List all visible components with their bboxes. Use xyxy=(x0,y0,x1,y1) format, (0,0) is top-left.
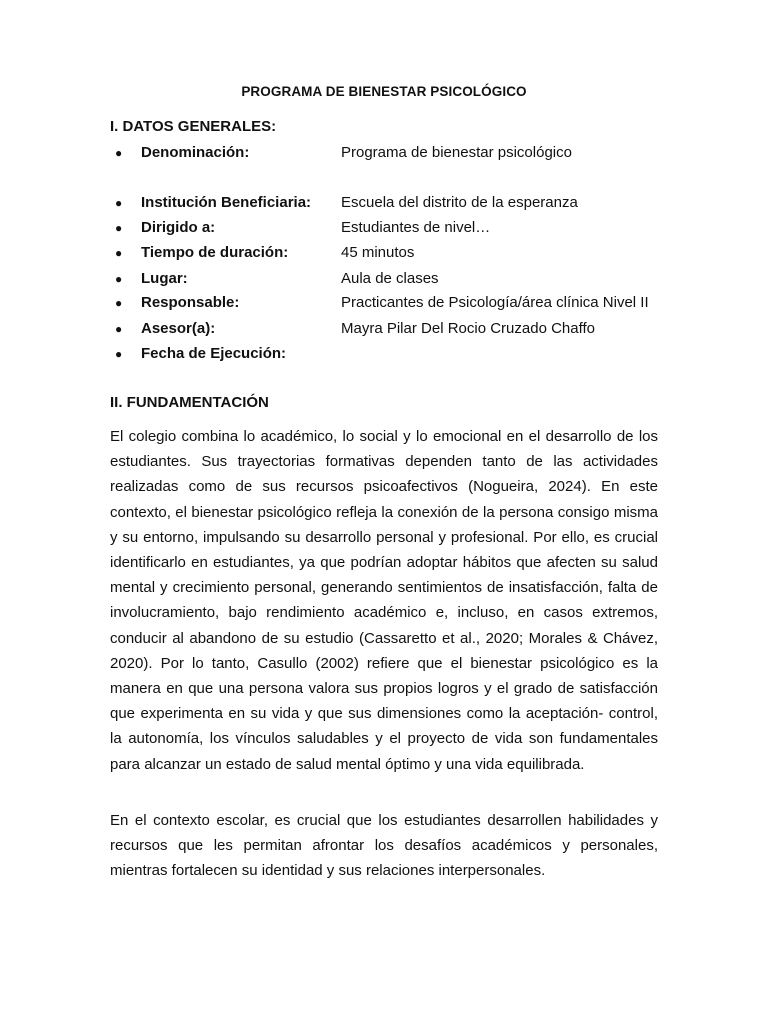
item-value: Mayra Pilar Del Rocio Cruzado Chaffo xyxy=(341,320,595,337)
bullet-icon: ● xyxy=(115,296,123,310)
bullet-icon: ● xyxy=(115,146,123,160)
item-value: Escuela del distrito de la esperanza xyxy=(341,194,578,211)
item-label: Denominación: xyxy=(141,144,250,161)
item-label: Lugar: xyxy=(141,270,188,287)
list-item xyxy=(110,218,658,238)
item-label: Tiempo de duración: xyxy=(141,244,289,261)
item-value: Practicantes de Psicología/área clínica Nivel II xyxy=(341,294,649,311)
item-label: Dirigido a: xyxy=(141,219,216,236)
bullet-icon: ● xyxy=(115,221,123,235)
bullet-icon: ● xyxy=(115,272,123,286)
list-item xyxy=(110,243,658,263)
list-item xyxy=(110,344,658,364)
bullet-icon: ● xyxy=(115,347,123,361)
body-paragraph: El colegio combina lo académico, lo social y lo emocional en el desarrollo de los estudiantes. Sus trayectorias formativas dependen tanto de las actividades realizadas como de sus recursos psicoafectivos (Nogueira, 2024). En este contexto, el bienestar psicológico refleja la conexión de la persona consigo misma y su entorno, impulsando su desarrollo personal y profesional. Por ello, es crucial identificarlo en estudiantes, ya que podrían adoptar hábitos que afecten su salud mental y crecimiento personal, generando sentimientos de insatisfacción, falta de involucramiento, bajo rendimiento académico e, incluso, en casos extremos, conducir al abandono de su estudio (Cassaretto et al., 2020; Morales & Chávez, 2020). Por lo tanto, Casullo (2002) refiere que el bienestar psicológico es la manera en que una persona valora sus propios logros y el grado de satisfacción que experimenta en su vida y que sus dimensiones como la aceptación- control, la autonomía, los vínculos saludables y el proyecto de vida son fundamentales para alcanzar un estado de salud mental óptimo y una vida equilibrada. xyxy=(110,428,658,773)
item-value: Estudiantes de nivel… xyxy=(341,219,491,236)
item-label: Responsable: xyxy=(141,294,240,311)
item-value: 45 minutos xyxy=(341,244,415,261)
section-heading-datos-generales: I. DATOS GENERALES: xyxy=(110,118,277,135)
list-item xyxy=(110,143,658,163)
list-item xyxy=(110,293,658,313)
item-label: Fecha de Ejecución: xyxy=(141,345,287,362)
item-label: Institución Beneficiaria: xyxy=(141,194,312,211)
list-item xyxy=(110,319,658,339)
item-value: Aula de clases xyxy=(341,270,439,287)
document-title: PROGRAMA DE BIENESTAR PSICOLÓGICO xyxy=(241,84,527,99)
list-item xyxy=(110,193,658,213)
section-heading-fundamentacion: II. FUNDAMENTACIÓN xyxy=(110,394,269,411)
list-item xyxy=(110,269,658,289)
bullet-icon: ● xyxy=(115,196,123,210)
item-label: Asesor(a): xyxy=(141,320,216,337)
bullet-icon: ● xyxy=(115,246,123,260)
bullet-icon: ● xyxy=(115,322,123,336)
body-paragraph: En el contexto escolar, es crucial que los estudiantes desarrollen habilidades y recursos que les permitan afrontar los desafíos académicos y personales, mientras fortalecen su identidad y sus relaciones interpersonales. xyxy=(110,812,658,880)
item-value: Programa de bienestar psicológico xyxy=(341,144,572,161)
